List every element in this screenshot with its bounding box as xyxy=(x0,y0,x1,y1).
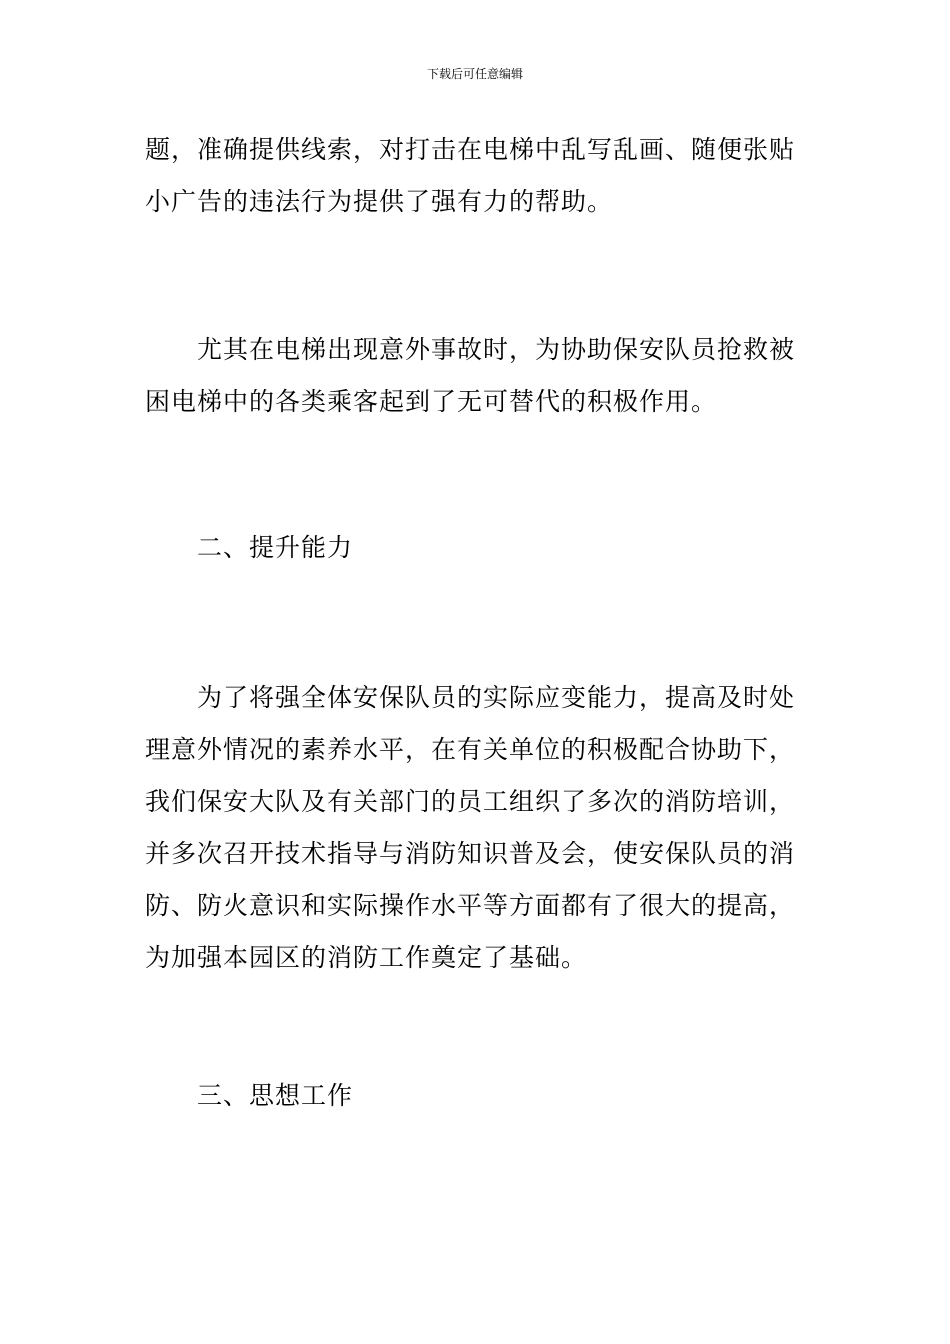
section-heading-ideological-work xyxy=(145,1070,815,1122)
section-heading: 二、提升能力 xyxy=(197,533,354,562)
text-line: 理意外情况的素养水平，在有关单位的积极配合协助下， xyxy=(145,735,796,764)
section-heading: 三、思想工作 xyxy=(197,1081,354,1110)
text-line: 我们保安大队及有关部门的员工组织了多次的消防培训， xyxy=(145,787,796,816)
text-line: 为加强本园区的消防工作奠定了基础。 xyxy=(145,943,588,972)
text-line: 尤其在电梯出现意外事故时，为协助保安队员抢救被 xyxy=(197,335,796,364)
text-line: 困电梯中的各类乘客起到了无可替代的积极作用。 xyxy=(145,387,718,416)
text-line: 小广告的违法行为提供了强有力的帮助。 xyxy=(145,187,614,216)
section-heading-improve-ability xyxy=(145,522,815,574)
page-header-note: 下载后可任意编辑 xyxy=(426,67,523,81)
text-line: 题，准确提供线索，对打击在电梯中乱写乱画、随便张贴 xyxy=(145,135,796,164)
paragraph-fire-training xyxy=(145,672,815,984)
paragraph-elevator-accident xyxy=(145,324,815,428)
paragraph-continuation xyxy=(145,124,815,228)
text-line: 防、防火意识和实际操作水平等方面都有了很大的提高， xyxy=(145,891,796,920)
text-line: 并多次召开技术指导与消防知识普及会，使安保队员的消 xyxy=(145,839,796,868)
text-line: 为了将强全体安保队员的实际应变能力，提高及时处 xyxy=(197,683,796,712)
